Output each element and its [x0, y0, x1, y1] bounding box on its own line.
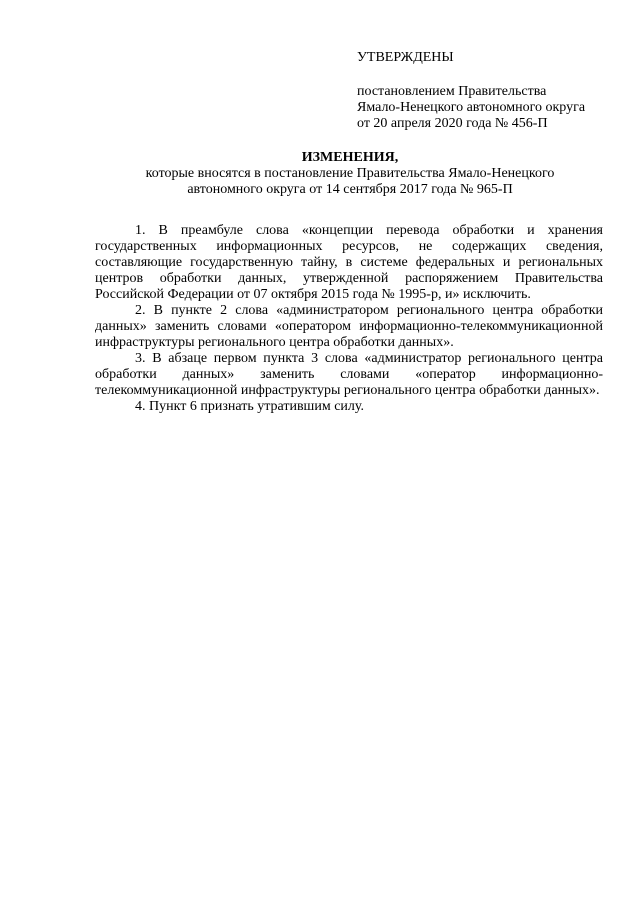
document-title: ИЗМЕНЕНИЯ,	[301, 150, 399, 165]
document-subtitle-line-1: которые вносятся в постановление Правительства Ямало-Ненецкого	[145, 166, 555, 181]
approval-line-resolution: постановлением Правительства	[357, 84, 547, 99]
document-body	[95, 223, 603, 415]
approval-stamp	[357, 50, 617, 132]
paragraph-4: 4. Пункт 6 признать утратившим силу.	[135, 399, 364, 414]
approval-line-date: от 20 апреля 2020 года № 456-П	[357, 116, 548, 131]
approval-line-authority: Ямало-Ненецкого автономного округа	[357, 100, 586, 115]
paragraph-1: 1. В преамбуле слова «концепции перевода обработки и хранения государственных информационных ресурсов, не содержащих сведения, составляющие государственную тайну, в системе федеральных и региональных центров обработки данных, утвержденной распоряжением Правительства Российской Федерации от 07 октября 2015 года № 1995-р, и» исключить.	[95, 223, 603, 302]
paragraph-3: 3. В абзаце первом пункта 3 слова «администратор регионального центра обработки данных» заменить словами «оператор информационно-телекоммуникационной инфраструктуры регионального центра обработки данных».	[95, 351, 603, 398]
paragraph-2: 2. В пункте 2 слова «администратором регионального центра обработки данных» заменить словами «оператором информационно-телекоммуникационной инфраструктуры регионального центра обработки данных».	[95, 303, 603, 350]
document-subtitle-line-2: автономного округа от 14 сентября 2017 года № 965-П	[187, 182, 513, 197]
approval-heading: УТВЕРЖДЕНЫ	[357, 50, 454, 65]
title-block	[90, 150, 610, 198]
